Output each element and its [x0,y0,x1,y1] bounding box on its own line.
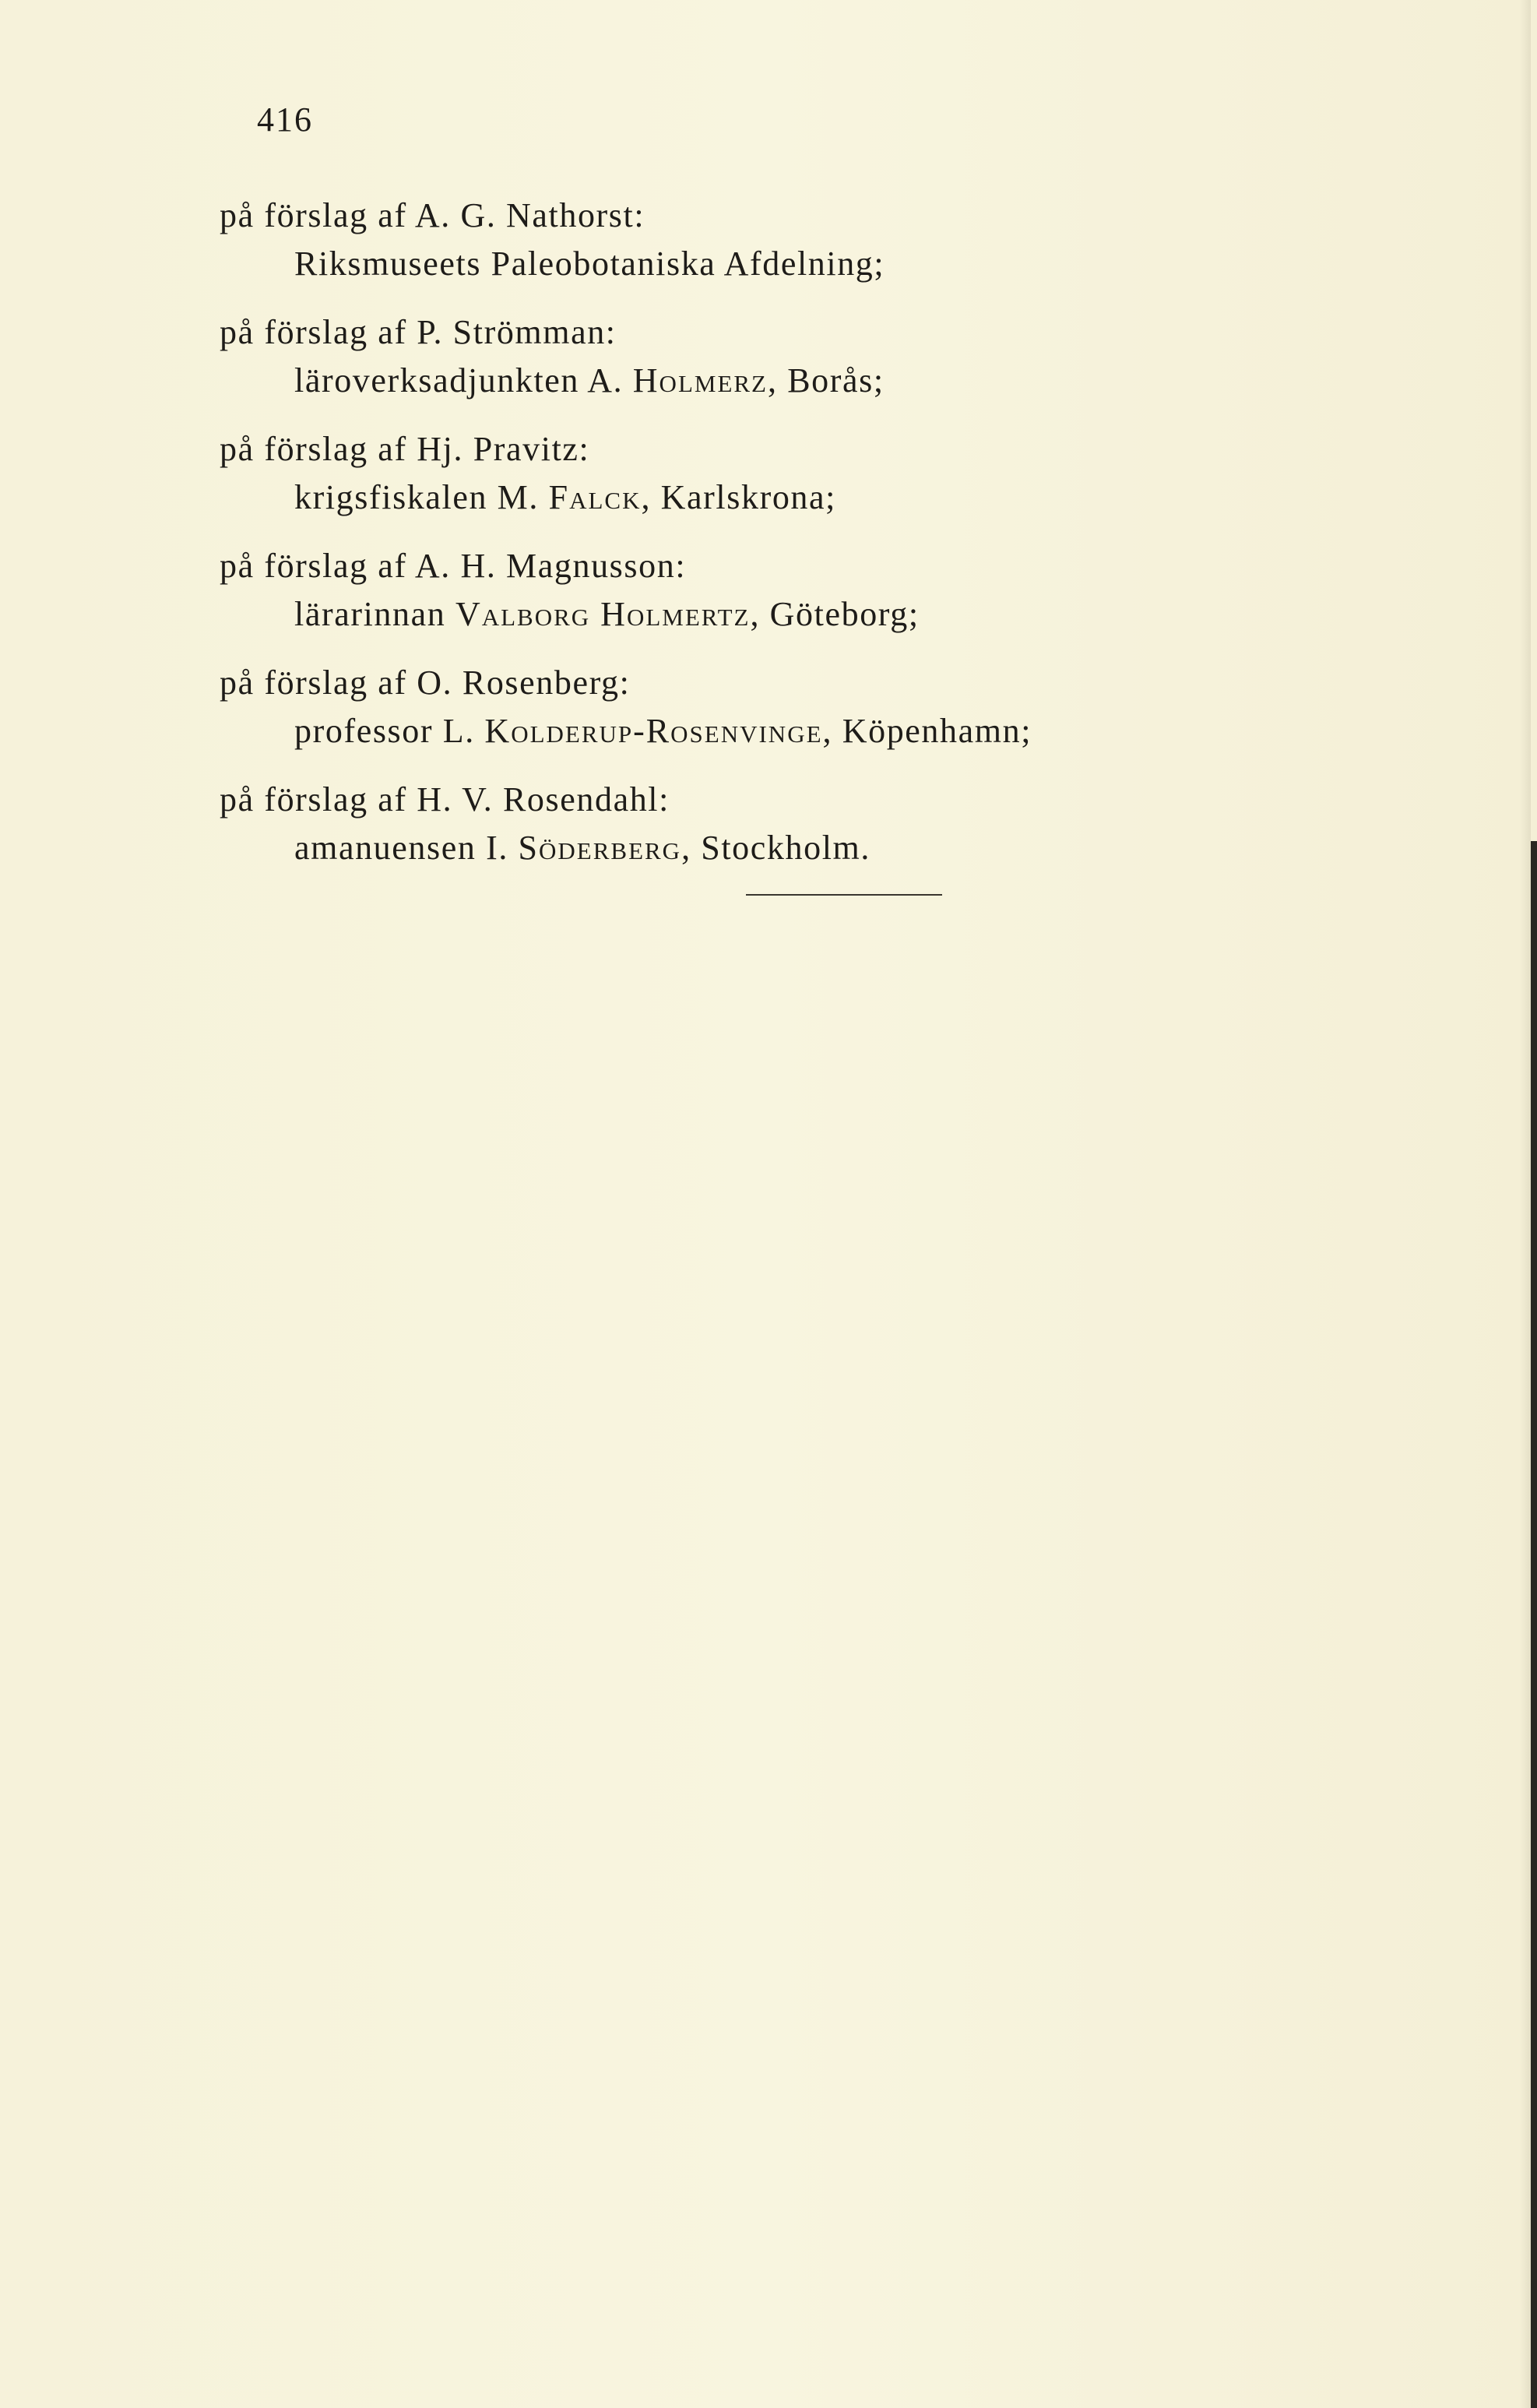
nominee-line [220,474,1232,522]
proposer-line: på förslag af A. H. Magnusson: [220,547,687,585]
nomination-list [220,192,1232,892]
proposer-line: på förslag af O. Rosenberg: [220,664,631,702]
nominee-name: Kolderup-Rosenvinge [484,712,823,750]
page-edge-shadow [1520,0,1531,2408]
nominee-suffix: , Göteborg; [750,595,920,633]
nomination-entry [220,542,1232,639]
nominee-prefix: amanuensen I. [294,829,519,867]
nominee-suffix: , Borås; [768,361,885,400]
nominee-suffix: , Stockholm. [681,829,870,867]
section-end-rule [746,894,942,896]
nominee-line [220,357,1232,405]
nominee-line [220,240,1232,288]
proposer-line: på förslag af P. Strömman: [220,313,617,351]
nomination-entry [220,308,1232,405]
nominee-prefix: läroverksadjunkten A. [294,361,633,400]
nominee-name: Holmerz [632,361,768,400]
nominee-suffix: , Köpenhamn; [822,712,1032,750]
nominee-prefix: lärarinnan [294,595,455,633]
page-edge-binding [1531,841,1537,2408]
nominee-line [220,590,1232,639]
nominee-name: Valborg Holmertz [455,595,751,633]
nominee-line [220,707,1232,755]
nomination-entry [220,659,1232,755]
proposer-line: på förslag af A. G. Nathorst: [220,196,645,234]
nomination-entry [220,192,1232,288]
nominee-prefix: Riksmuseets Paleobotaniska Afdelning; [294,245,885,283]
proposer-line: på förslag af H. V. Rosendahl: [220,780,670,819]
nomination-entry [220,776,1232,872]
nominee-suffix: , Karlskrona; [641,478,836,516]
nominee-prefix: krigsfiskalen M. [294,478,549,516]
nominee-name: Falck [548,478,642,516]
nominee-prefix: professor L. [294,712,485,750]
nominee-name: Söderberg [518,829,682,867]
page-number: 416 [257,100,313,139]
nomination-entry [220,425,1232,522]
nominee-line [220,824,1232,872]
proposer-line: på förslag af Hj. Pravitz: [220,430,590,468]
